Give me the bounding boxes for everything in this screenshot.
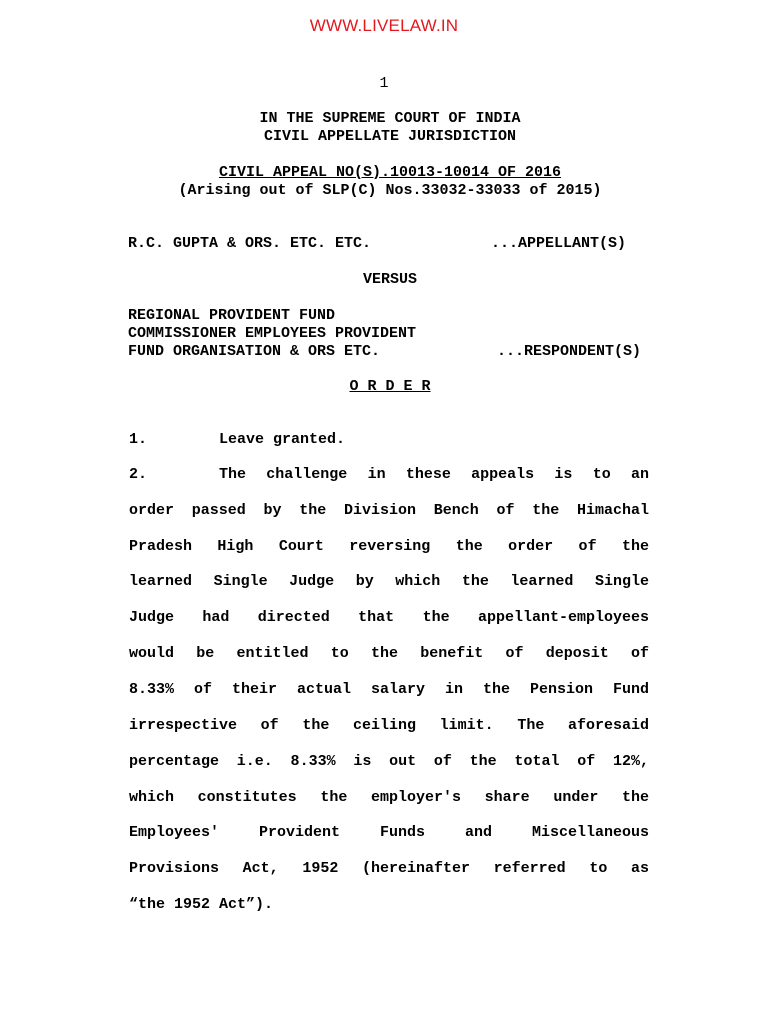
- arising-from: (Arising out of SLP(C) Nos.33032-33033 of 2015): [178, 182, 602, 199]
- appellant-label: ...APPELLANT(S): [491, 235, 627, 252]
- page-number: 1: [379, 75, 389, 92]
- order-heading: O R D E R: [349, 378, 431, 395]
- paragraph-2-line: Employees' Provident Funds and Miscellaneous: [129, 824, 649, 841]
- paragraph-2-line: Judge had directed that the appellant-employees: [129, 609, 649, 626]
- paragraph-2-line: Pradesh High Court reversing the order of the: [129, 538, 649, 555]
- respondent-line-2: COMMISSIONER EMPLOYEES PROVIDENT: [128, 325, 417, 342]
- court-name: IN THE SUPREME COURT OF INDIA: [259, 110, 521, 127]
- paragraph-2-number: 2.: [129, 466, 148, 483]
- paragraph-2-line: which constitutes the employer's share under the: [129, 789, 649, 806]
- respondent-line-1: REGIONAL PROVIDENT FUND: [128, 307, 336, 324]
- paragraph-2-line: 8.33% of their actual salary in the Pension Fund: [129, 681, 649, 698]
- jurisdiction: CIVIL APPELLATE JURISDICTION: [263, 128, 517, 145]
- respondent-label: ...RESPONDENT(S): [497, 343, 642, 360]
- paragraph-1-text: Leave granted.: [219, 431, 346, 448]
- paragraph-2-line: would be entitled to the benefit of deposit of: [129, 645, 649, 662]
- versus-label: VERSUS: [362, 271, 417, 288]
- paragraph-2-line: order passed by the Division Bench of the Himachal: [129, 502, 649, 519]
- paragraph-2-line: Provisions Act, 1952 (hereinafter referred to as: [129, 860, 649, 877]
- paragraph-2-line: irrespective of the ceiling limit. The aforesaid: [129, 717, 649, 734]
- appellant-name: R.C. GUPTA & ORS. ETC. ETC.: [128, 235, 372, 252]
- paragraph-2-first-line: The challenge in these appeals is to an: [219, 466, 649, 483]
- paragraph-1-number: 1.: [129, 431, 148, 448]
- paragraph-2-line: percentage i.e. 8.33% is out of the total of 12%,: [129, 753, 649, 770]
- livelaw-watermark[interactable]: WWW.LIVELAW.IN: [309, 16, 459, 35]
- case-number: CIVIL APPEAL NO(S).10013-10014 OF 2016: [218, 164, 562, 181]
- respondent-line-3: FUND ORGANISATION & ORS ETC.: [128, 343, 381, 360]
- paragraph-2-last-line: “the 1952 Act”).: [129, 896, 274, 913]
- paragraph-2-line: learned Single Judge by which the learned Single: [129, 573, 649, 590]
